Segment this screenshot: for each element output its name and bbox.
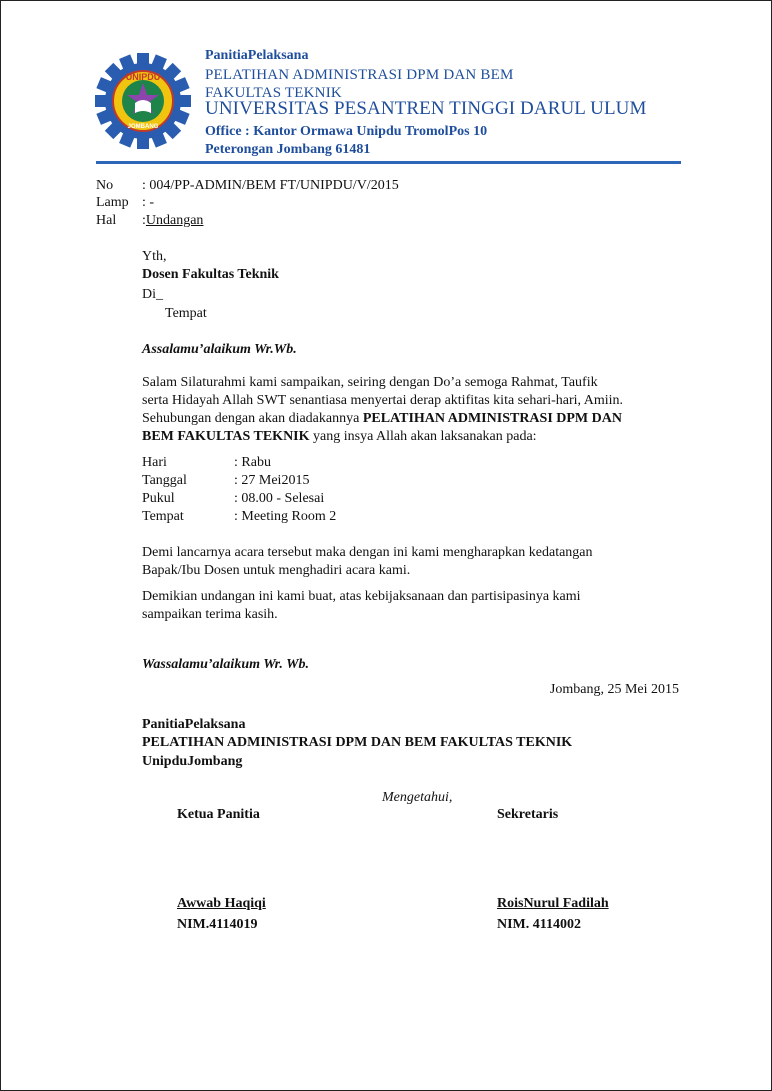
meta-hal-value: :Undangan: [142, 213, 204, 228]
date-line: Jombang, 25 Mei 2015: [549, 682, 679, 697]
body-p1-line2: serta Hidayah Allah SWT senantiasa menyertai derap aktifitas kita sehari-hari, Amiin.: [142, 393, 624, 408]
schedule-label-place: Tempat: [142, 509, 184, 524]
chair-title: Ketua Panitia: [177, 807, 260, 822]
schedule-label-time: Pukul: [142, 491, 175, 506]
header-university: UNIVERSITAS PESANTREN TINGGI DARUL ULUM: [205, 98, 647, 119]
body-p1-line4: BEM FAKULTAS TEKNIK yang insya Allah akan laksanakan pada:: [142, 429, 537, 444]
schedule-label-date: Tanggal: [142, 473, 187, 488]
recipient-place: Tempat: [165, 306, 207, 321]
schedule-value-time: : 08.00 - Selesai: [234, 491, 325, 506]
body-p2-line2: Bapak/Ibu Dosen untuk menghadiri acara kami.: [142, 563, 411, 578]
secretary-name: RoisNurul Fadilah: [497, 896, 609, 911]
secretary-nim: NIM. 4114002: [497, 917, 581, 932]
body-p1-line1: Salam Silaturahmi kami sampaikan, seiring dengan Do’a semoga Rahmat, Taufik: [142, 375, 598, 390]
logo-text-top: UNIPDU: [125, 72, 161, 82]
body-p3-line1: Demikian undangan ini kami buat, atas kebijaksanaan dan partisipasinya kami: [142, 589, 581, 604]
acknowledged-label: Mengetahui,: [382, 790, 453, 805]
meta-lamp-label: Lamp: [96, 195, 129, 210]
sender-committee: PanitiaPelaksana: [142, 717, 246, 732]
recipient-di: Di_: [142, 287, 163, 302]
university-logo: [95, 53, 191, 149]
meta-lamp-value: : -: [142, 195, 155, 210]
chair-nim: NIM.4114019: [177, 917, 258, 932]
sender-event: PELATIHAN ADMINISTRASI DPM DAN BEM FAKULTAS TEKNIK: [142, 735, 573, 750]
schedule-value-place: : Meeting Room 2: [234, 509, 337, 524]
recipient-yth: Yth,: [142, 249, 167, 264]
secretary-title: Sekretaris: [497, 807, 559, 822]
schedule-value-day: : Rabu: [234, 455, 271, 470]
header-divider: [96, 161, 681, 164]
schedule-value-date: : 27 Mei2015: [234, 473, 310, 488]
body-p3-line2: sampaikan terima kasih.: [142, 607, 278, 622]
logo-text-bottom: JOMBANG: [127, 124, 159, 130]
opening-greeting: Assalamu’alaikum Wr.Wb.: [142, 342, 297, 357]
header-office: Office : Kantor Ormawa Unipdu TromolPos 10: [205, 124, 488, 139]
chair-name: Awwab Haqiqi: [177, 896, 266, 911]
recipient-name: Dosen Fakultas Teknik: [142, 267, 279, 282]
header-address: Peterongan Jombang 61481: [205, 142, 371, 157]
meta-no-label: No: [96, 178, 114, 193]
header-event: PELATIHAN ADMINISTRASI DPM DAN BEM: [205, 67, 514, 83]
sender-university: UnipduJombang: [142, 754, 243, 769]
schedule-label-day: Hari: [142, 455, 167, 470]
meta-no-value: : 004/PP-ADMIN/BEM FT/UNIPDU/V/2015: [142, 178, 399, 193]
meta-hal-label: Hal: [96, 213, 117, 228]
body-p1-line3: Sehubungan dengan akan diadakannya PELATIHAN ADMINISTRASI DPM DAN: [142, 411, 622, 426]
body-p2-line1: Demi lancarnya acara tersebut maka dengan ini kami mengharapkan kedatangan: [142, 545, 593, 560]
header-committee: PanitiaPelaksana: [205, 48, 309, 63]
closing-greeting: Wassalamu’alaikum Wr. Wb.: [142, 657, 310, 672]
header-faculty: FAKULTAS TEKNIK: [205, 85, 342, 101]
